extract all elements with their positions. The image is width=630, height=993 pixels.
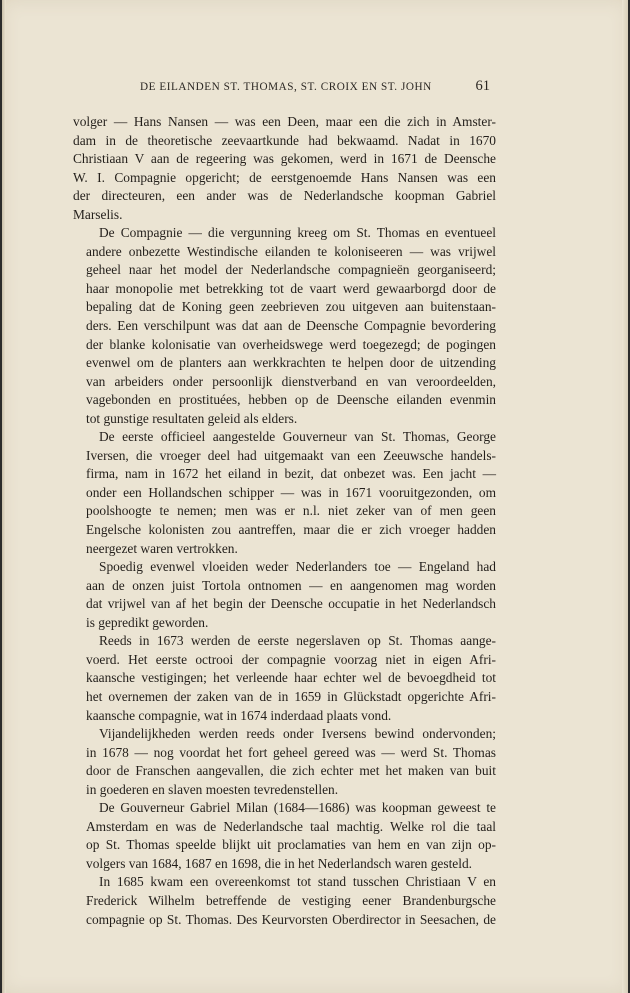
text-line: Vijandelijkheden werden reeds onder Iversens bewind ondervonden; [99, 726, 496, 742]
paragraph [73, 725, 496, 799]
text-line: kaansche compagnie, wat in 1674 inderdaad plaats vond. [86, 707, 392, 723]
text-line: Engelsche kolonisten zou aantreffen, maar die er zich vroeger hadden [86, 522, 496, 538]
text-line: aan de onzen juist Tortola ontnomen — en aangenomen mag worden [86, 577, 496, 593]
text-line: op St. Thomas speelde blijkt uit proclamaties van hem en van zijn op- [86, 837, 496, 853]
text-line: in goederen en slaven moesten tevredenstellen. [86, 781, 339, 797]
text-line: tot gunstige resultaten geleid als elders. [86, 410, 298, 426]
text-line: van arbeiders onder persoonlijk dienstverband en van veroordeelden, [86, 373, 496, 389]
text-line: compagnie op St. Thomas. Des Keurvorsten Oberdirector in Seesachen, de [86, 911, 496, 927]
text-line: ders. Een verschilpunt was dat aan de Deensche Compagnie bevordering [86, 318, 496, 334]
text-line: poolshoogte te nemen; men was er n.l. niet zeker van of men geen [86, 503, 496, 519]
text-line: het overnemen der zaken van de in 1659 in Glückstadt opgerichte Afri- [86, 688, 496, 704]
text-line: De eerste officieel aangestelde Gouverneur van St. Thomas, George [99, 429, 496, 445]
text-line: der directeuren, een ander was de Nederlandsche koopman Gabriel [73, 188, 496, 204]
text-line: der blanke kolonisatie van overheidswege werd toegezegd; de pogingen [86, 336, 496, 352]
text-line: kaansche vestigingen; het verleende haar echter wel de bevoegdheid tot [86, 670, 496, 686]
text-line: Spoedig evenwel vloeiden weder Nederlanders toe — Engeland had [99, 559, 496, 575]
paragraph [73, 799, 496, 873]
paragraph [73, 558, 496, 632]
text-line: door de Franschen aangevallen, die zich echter met het maken van buit [86, 763, 496, 779]
paragraph [73, 873, 496, 929]
page-number: 61 [475, 78, 490, 94]
text-line: In 1685 kwam een overeenkomst tot stand tusschen Christiaan V en [99, 874, 496, 890]
page-edge-right [622, 0, 628, 993]
text-line: bepaling dat de Koning geen zeebrieven zou uitgeven aan buitenstaan- [86, 299, 496, 315]
text-line: is gepredikt geworden. [86, 614, 209, 630]
paragraph [73, 113, 496, 224]
text-line: Amsterdam en was de Nederlandsche taal machtig. Welke rol die taal [86, 818, 496, 834]
text-line: haar monopolie met betrekking tot de vaart werd gewaarborgd door de [86, 280, 496, 296]
text-line: andere onbezette Westindische eilanden te koloniseeren — was vrijwel [86, 243, 496, 259]
text-line: geheel naar het model der Nederlandsche compagnieën georganiseerd; [86, 262, 496, 278]
text-line: evenwel om de planters aan werkkrachten te helpen door de uitzending [86, 355, 496, 371]
page-header [122, 78, 518, 100]
page-edge-left [2, 0, 6, 993]
text-line: onder een Hollandschen schipper — was in 1671 vooruitgezonden, om [86, 484, 496, 500]
text-line: Marselis. [73, 206, 123, 222]
body-text [73, 113, 496, 929]
text-line: Christiaan V aan de regeering was gekomen, werd in 1671 de Deensche [73, 151, 496, 167]
text-line: neergezet waren vertrokken. [86, 540, 238, 556]
text-line: voerd. Het eerste octrooi der compagnie voorzag niet in eigen Afri- [86, 651, 496, 667]
text-line: dat vrijwel van af het begin der Deensche occupatie in het Nederlandsch [86, 596, 496, 612]
text-line: vagebonden en prostituées, hebben op de Deensche eilanden evenmin [86, 392, 496, 408]
paragraph [73, 632, 496, 725]
text-line: in 1678 — nog voordat het fort geheel gereed was — werd St. Thomas [86, 744, 496, 760]
paragraph [73, 428, 496, 558]
text-line: De Gouverneur Gabriel Milan (1684—1686) was koopman geweest te [99, 800, 496, 816]
text-line: Iversen, die vroeger deel had uitgemaakt van een Zeeuwsche handels- [86, 447, 496, 463]
text-line: dam in de theoretische zeevaartkunde had bekwaamd. Nadat in 1670 [73, 132, 496, 148]
running-head: DE EILANDEN ST. THOMAS, ST. CROIX EN ST. JOHN [140, 81, 432, 93]
text-line: Frederick Wilhelm betreffende de vestiging eener Brandenburgsche [86, 892, 496, 908]
text-line: firma, nam in 1672 het eiland in bezit, dat onbezet was. Een jacht — [86, 466, 496, 482]
text-line: volger — Hans Nansen — was een Deen, maar een die zich in Amster- [73, 114, 496, 129]
text-line: Reeds in 1673 werden de eerste negerslaven op St. Thomas aange- [99, 633, 496, 649]
paragraph [73, 224, 496, 428]
text-line: W. I. Compagnie opgericht; de eerstgenoemde Hans Nansen was een [73, 169, 496, 185]
text-line: volgers van 1684, 1687 en 1698, die in het Nederlandsch waren gesteld. [86, 855, 472, 871]
text-line: De Compagnie — die vergunning kreeg om St. Thomas en eventueel [99, 225, 496, 241]
